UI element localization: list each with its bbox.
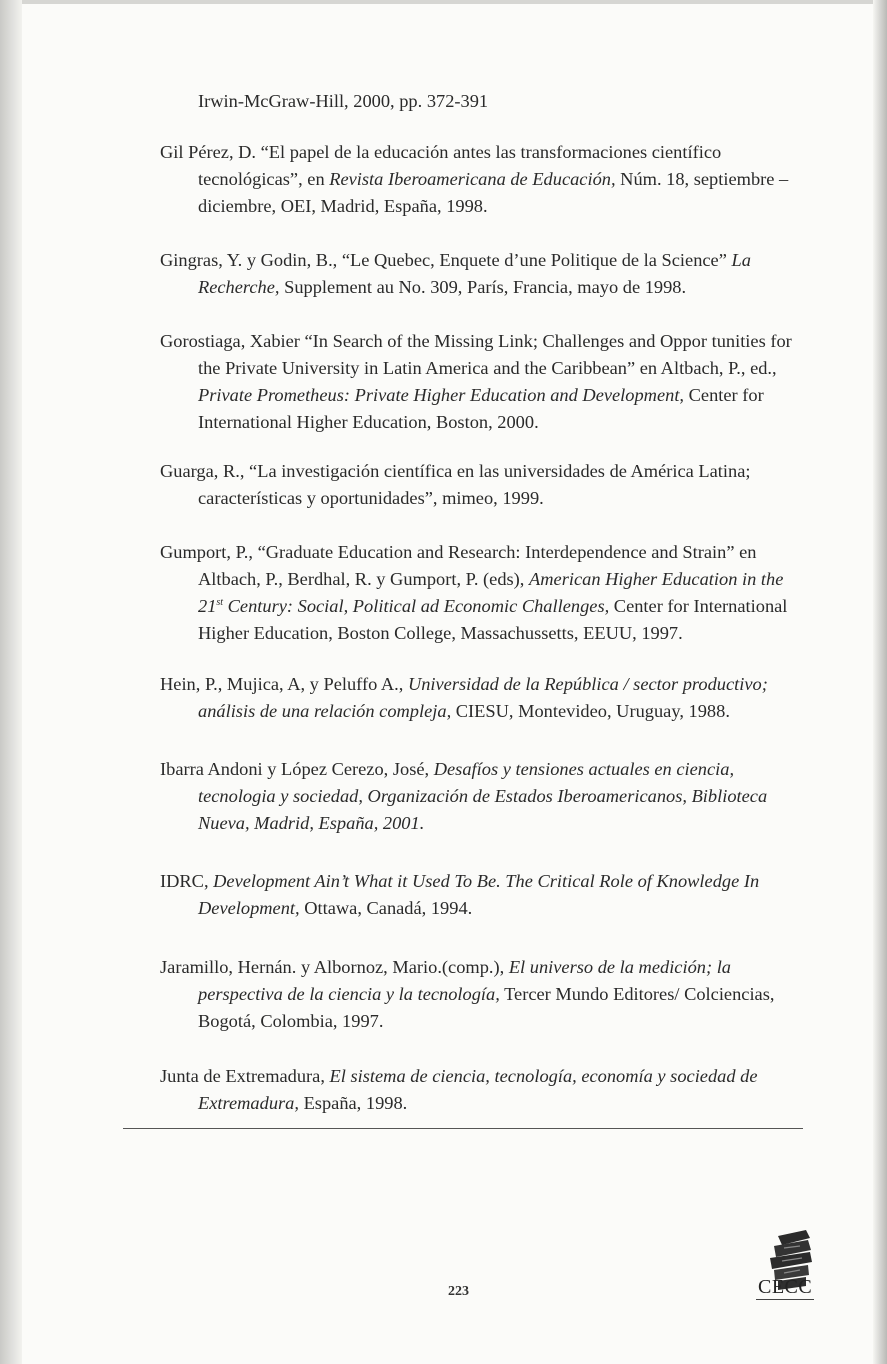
reference-text: Tercer Mundo Editores/ Colciencias, Bogotá, Colombia, 1997. bbox=[198, 984, 775, 1031]
reference-text: Center for International Higher Education, Boston, 2000. bbox=[198, 385, 764, 432]
reference-text: Gil Pérez, D. “El papel de la educación antes las transformaciones científico tecnológicas”, en bbox=[160, 142, 722, 189]
reference-text: España, 1998. bbox=[298, 1093, 408, 1113]
reference-list bbox=[160, 88, 810, 1144]
reference-title: American Higher Education in the 21 bbox=[198, 569, 784, 616]
reference-title: Development Ain’t What it Used To Be. The Critical Role of Knowledge In Development, bbox=[198, 871, 760, 918]
reference-title: Private Prometheus: Private Higher Education and Development, bbox=[198, 385, 685, 405]
reference-text: Ottawa, Canadá, 1994. bbox=[299, 898, 473, 918]
reference-text: Hein, P., Mujica, A, y Peluffo A., bbox=[160, 674, 408, 694]
reference-text: IDRC, bbox=[160, 871, 214, 891]
page-number: 223 bbox=[448, 1284, 469, 1299]
reference-continuation: Irwin-McGraw-Hill, 2000, pp. 372-391 bbox=[198, 91, 489, 111]
reference-guarga bbox=[160, 458, 810, 512]
footer-rule bbox=[123, 1128, 803, 1129]
reference-text: CIESU, Montevideo, Uruguay, 1988. bbox=[451, 701, 730, 721]
reference-text: Gumport, P., “Graduate Education and Research: Interdependence and Strain” en Altbach, P., Berdhal, R. y Gumport, P. (eds), bbox=[160, 542, 757, 589]
reference-title: El universo de la medición; la perspectiva de la ciencia y la tecnología, bbox=[198, 957, 731, 1004]
reference-title: Universidad de la República / sector productivo; análisis de una relación compleja, bbox=[198, 674, 768, 721]
reference-title: Desafíos y tensiones actuales en ciencia, tecnologia y sociedad, Organización de Estados Iberoamericanos, Biblioteca Nueva, Madrid, España, 2001. bbox=[198, 759, 768, 833]
reference-text: Ibarra Andoni y López Cerezo, José, bbox=[160, 759, 434, 779]
reference-title: El sistema de ciencia, tecnología, economía y sociedad de Extremadura, bbox=[198, 1066, 758, 1113]
reference-text: Jaramillo, Hernán. y Albornoz, Mario.(comp.), bbox=[160, 957, 509, 977]
page-right-shadow bbox=[873, 0, 887, 1364]
reference-text: Núm. 18, septiembre – diciembre, OEI, Madrid, España, 1998. bbox=[198, 169, 789, 216]
reference-gorostiaga bbox=[160, 328, 810, 436]
reference-hein bbox=[160, 671, 810, 725]
page-top-edge bbox=[0, 0, 887, 4]
reference-text: Gingras, Y. y Godin, B., “Le Quebec, Enquete d’une Politique de la Science” bbox=[160, 250, 732, 270]
reference-text: Center for International Higher Education, Boston College, Massachussetts, EEUU, 1997. bbox=[198, 596, 788, 643]
reference-gil-perez bbox=[160, 139, 810, 220]
reference-text: Junta de Extremadura, bbox=[160, 1066, 330, 1086]
reference-gingras bbox=[160, 247, 810, 301]
reference-idrc bbox=[160, 868, 810, 922]
reference-gumport bbox=[160, 539, 810, 647]
logo-text: CECC bbox=[758, 1276, 813, 1298]
page-left-shadow bbox=[0, 0, 22, 1364]
reference-title: Revista Iberoamericana de Educación, bbox=[329, 169, 616, 189]
reference-text: Guarga, R., “La investigación científica en las universidades de América Latina; características y oportunidades”, mimeo, 1999. bbox=[160, 461, 751, 508]
reference-jaramillo bbox=[160, 954, 810, 1035]
reference-text: Gorostiaga, Xabier “In Search of the Missing Link; Challenges and Oppor tunities for the Private University in Latin America and the Caribbean” en Altbach, P., ed., bbox=[160, 331, 792, 378]
reference-title: st bbox=[216, 596, 224, 608]
reference-title: La Recherche, bbox=[198, 250, 751, 297]
reference-junta bbox=[160, 1063, 810, 1117]
reference-text: Supplement au No. 309, París, Francia, mayo de 1998. bbox=[279, 277, 687, 297]
reference-ibarra bbox=[160, 756, 810, 837]
reference-title: Century: Social, Political ad Economic Challenges, bbox=[223, 596, 610, 616]
